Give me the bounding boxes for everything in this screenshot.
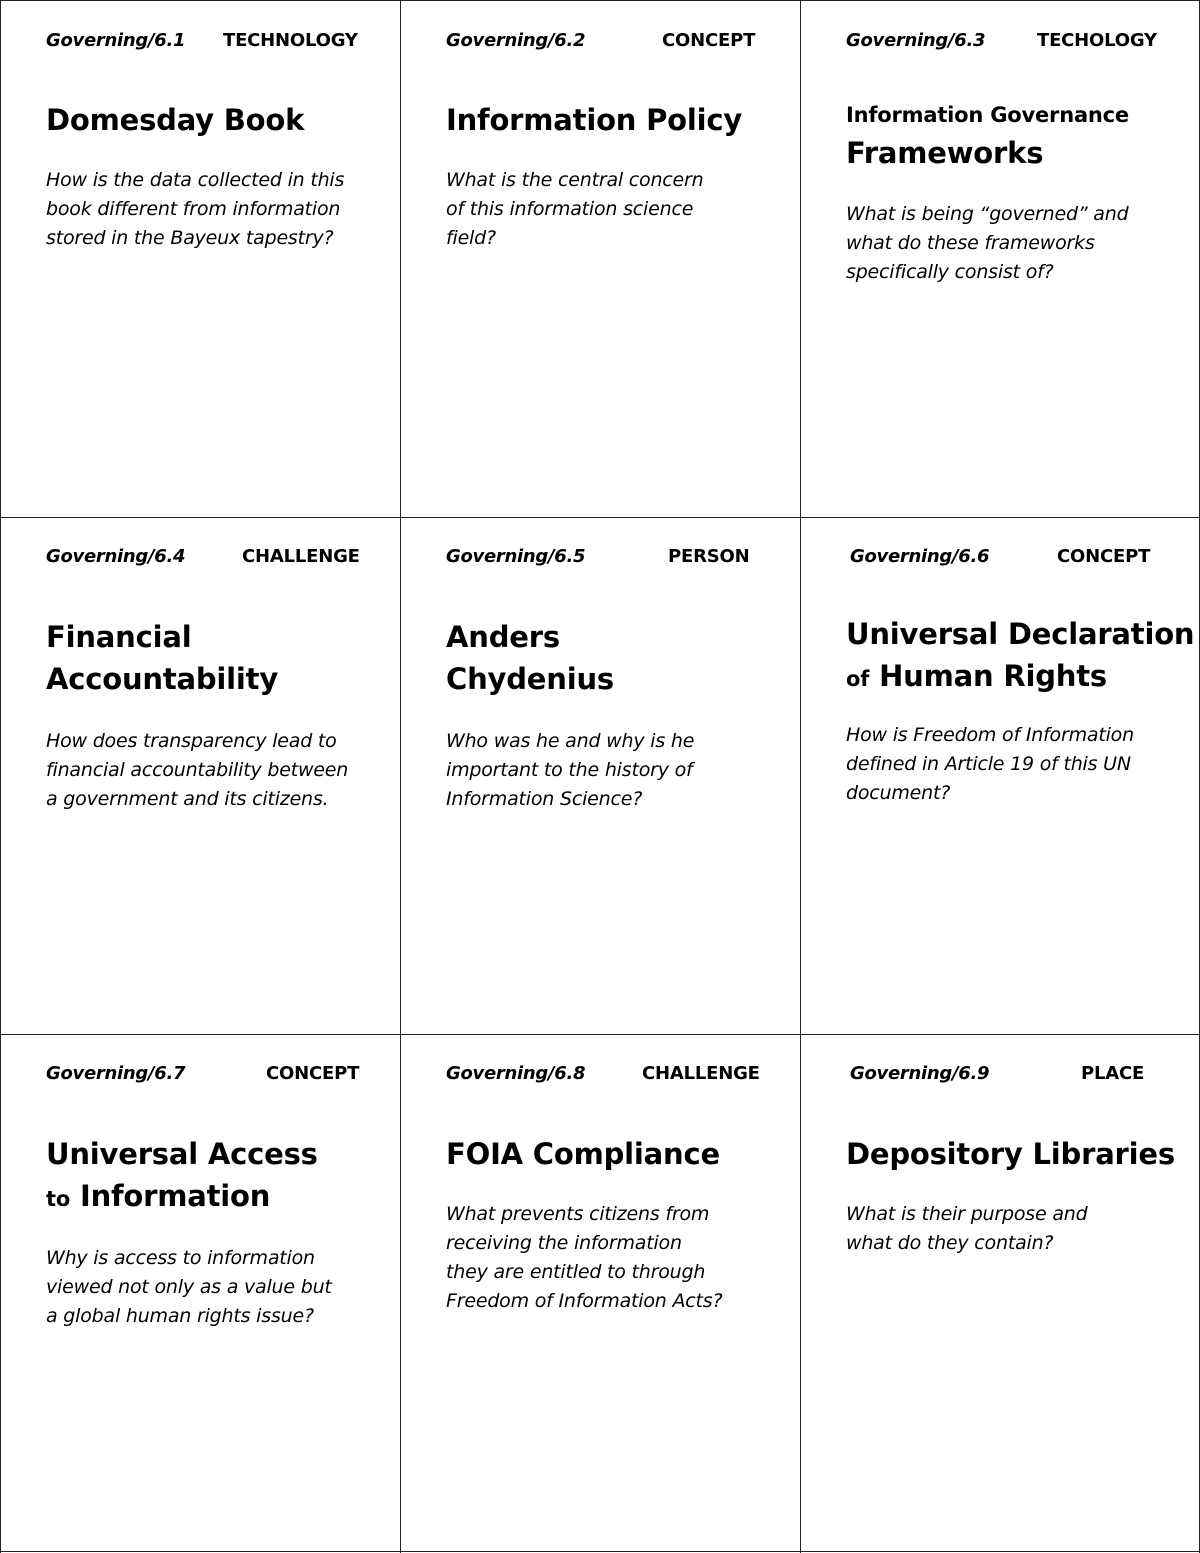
card-title: FOIA Compliance [446,1137,720,1171]
card-title-connector: of [846,667,870,691]
card-title-line [846,655,1194,700]
card-question: What prevents citizens from receiving the information they are entitled to through Freedom of Information Acts? [446,1203,723,1312]
card-category: CONCEPT [1057,546,1151,567]
card-6-6 [800,517,1200,1033]
card-question: How is the data collected in this book different from information stored in the Bayeux tapestry? [46,169,345,249]
card-code: Governing/6.7 [46,1063,186,1084]
card-code: Governing/6.9 [850,1063,990,1084]
card-title-line-rest: Information [79,1179,271,1213]
card-title [446,616,614,700]
card-code: Governing/6.6 [850,546,990,567]
card-6-4 [0,517,400,1033]
card-question: What is their purpose and what do they contain? [846,1203,1088,1254]
card-title-line-rest: Human Rights [879,659,1107,693]
card-category: CONCEPT [266,1063,360,1084]
card-title [46,1133,318,1220]
grid-line [0,1551,1200,1552]
card-title-line: Accountability [46,662,279,696]
card-6-8 [400,1034,800,1550]
card-title [846,98,1129,174]
card-title-line: Universal Declaration [846,617,1195,651]
card-category: PERSON [668,546,750,567]
card-title [46,616,278,700]
card-category: CHALLENGE [242,546,360,567]
card-category: CONCEPT [662,30,756,51]
card-code: Governing/6.4 [46,546,186,567]
card-6-3 [800,0,1200,516]
card-title-line: Universal Access [46,1137,318,1171]
card-code: Governing/6.8 [446,1063,586,1084]
card-code: Governing/6.3 [846,30,986,51]
card-code: Governing/6.5 [446,546,586,567]
card-title-connector: to [46,1187,71,1211]
card-code: Governing/6.1 [46,30,186,51]
card-question: Why is access to information viewed not only as a value but a global human rights issue? [46,1247,332,1327]
card-title-line: Chydenius [446,662,614,696]
card-question: How is Freedom of Information defined in Article 19 of this UN document? [846,724,1134,804]
card-title: Information Policy [446,103,743,137]
card-title-main: Frameworks [846,136,1044,170]
card-title-line [46,1175,318,1220]
card-title-line: Financial [46,620,192,654]
card-title-line: Anders [446,620,560,654]
card-category: PLACE [1081,1063,1145,1084]
card-title [846,613,1194,700]
card-category: TECHOLOGY [1037,30,1157,51]
card-category: CHALLENGE [642,1063,760,1084]
card-6-2 [400,0,800,516]
card-6-1 [0,0,400,516]
card-6-5 [400,517,800,1033]
card-code: Governing/6.2 [446,30,586,51]
card-6-9 [800,1034,1200,1550]
card-question: What is the central concern of this information science field? [446,169,704,249]
card-question: Who was he and why is he important to the history of Information Science? [446,730,695,810]
card-title-prefix: Information Governance [846,103,1129,127]
card-title: Depository Libraries [846,1137,1175,1171]
card-category: TECHNOLOGY [223,30,358,51]
card-6-7 [0,1034,400,1550]
card-title: Domesday Book [46,103,305,137]
card-question: What is being “governed” and what do these frameworks specifically consist of? [846,203,1129,283]
card-question: How does transparency lead to financial accountability between a government and its citizens. [46,730,349,810]
